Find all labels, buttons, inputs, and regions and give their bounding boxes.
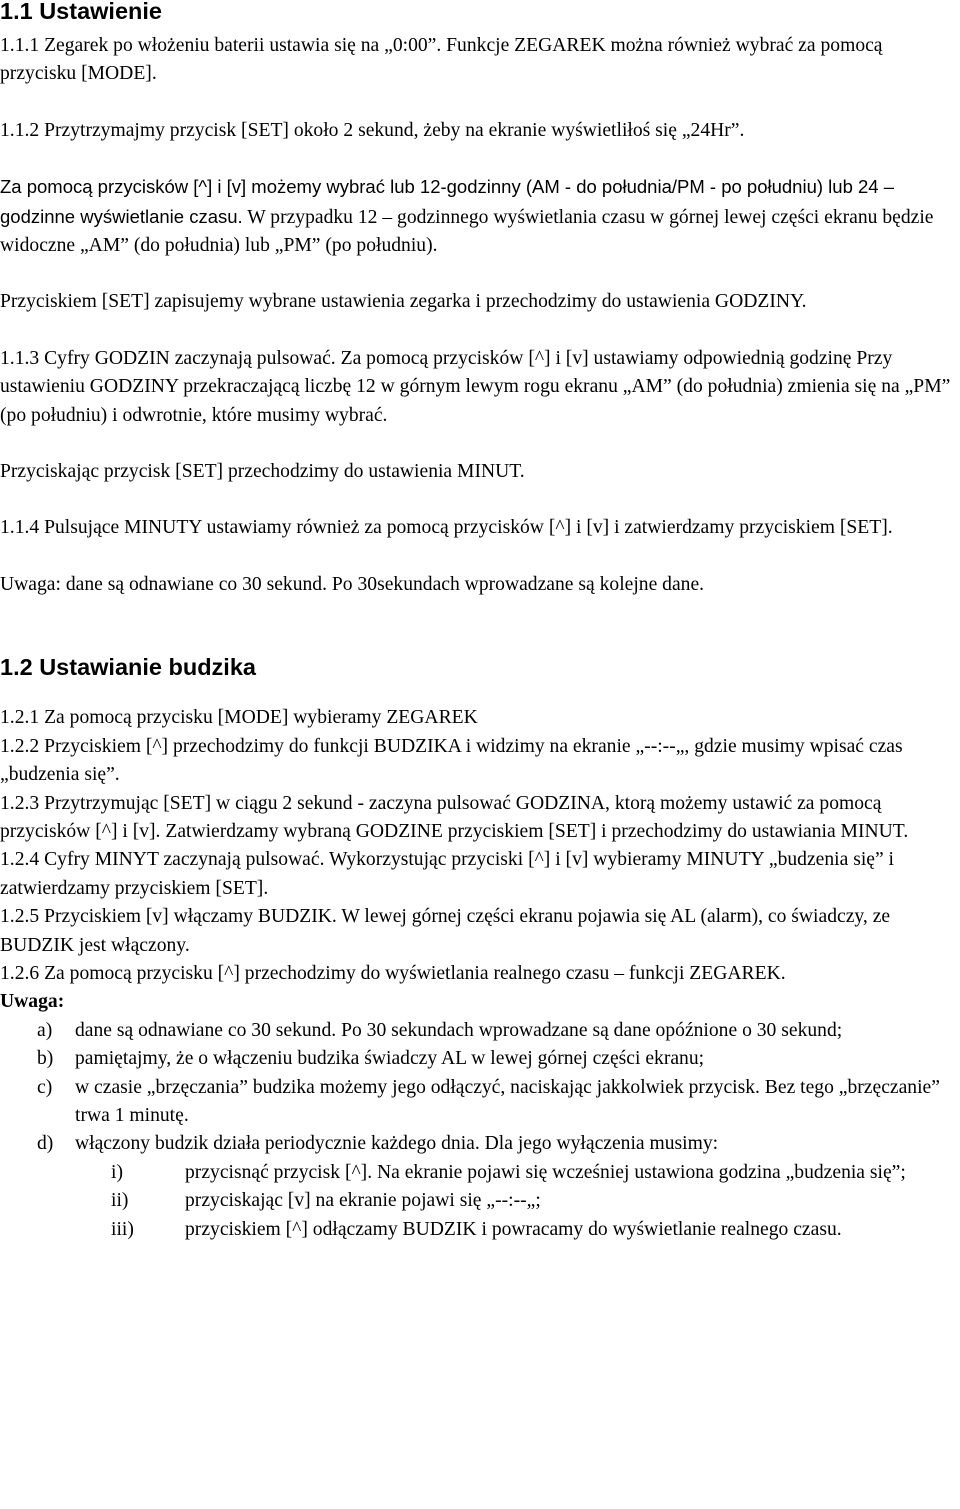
list-marker: ii)	[111, 1190, 129, 1212]
list-item	[0, 1074, 960, 1131]
step-1-2-6: 1.2.6 Za pomocą przycisku [^] przechodzimy do wyświetlania realnego czasu – funkcji ZEGAREK.	[0, 962, 786, 984]
list-marker: d)	[37, 1133, 54, 1155]
list-item-text: w czasie „brzęczania” budzika możemy jego odłączyć, naciskając jakkolwiek przycisk. Bez tego „brzęczanie” trwa 1 minutę.	[75, 1076, 940, 1126]
list-item-text: przycisnąć przycisk [^]. Na ekranie pojawi się wcześniej ustawiona godzina „budzenia się”;	[185, 1161, 906, 1183]
paragraph-1-1-1: 1.1.1 Zegarek po włożeniu baterii ustawia się na „0:00”. Funkcje ZEGAREK można również wybrać za pomocą przycisku [MODE].	[0, 35, 883, 85]
sub-note-list	[0, 1159, 960, 1244]
list-item	[0, 1159, 960, 1187]
list-item-text: przyciskiem [^] odłączamy BUDZIK i powracamy do wyświetlanie realnego czasu.	[185, 1218, 842, 1240]
list-marker: iii)	[111, 1218, 134, 1240]
list-marker: b)	[37, 1048, 54, 1070]
step-1-2-2: 1.2.2 Przyciskiem [^] przechodzimy do funkcji BUDZIKA i widzimy na ekranie „--:--„, gdzie musimy wpisać czas „budzenia się”.	[0, 735, 903, 786]
list-item-text: przyciskając [v] na ekranie pojawi się „--:--„;	[185, 1190, 541, 1212]
list-marker: c)	[37, 1076, 53, 1098]
step-1-2-1: 1.2.1 Za pomocą przycisku [MODE] wybieramy ZEGAREK	[0, 707, 478, 729]
list-marker: a)	[37, 1019, 53, 1041]
step-1-2-3: 1.2.3 Przytrzymując [SET] w ciągu 2 sekund - zaczyna pulsować GODZINA, ktorą możemy ustawić za pomocą przycisków [^] i [v]. Zatwierdzamy wybraną GODZINE przyciskiem [SET] i przechodzimy do ustawiania MINUT.	[0, 792, 909, 842]
step-1-2-5: 1.2.5 Przyciskiem [v] włączamy BUDZIK. W lewej górnej części ekranu pojawia się AL (alarm), co świadczy, ze BUDZIK jest włączony.	[0, 906, 891, 956]
paragraph-note-refresh: Uwaga: dane są odnawiane co 30 sekund. Po 30sekundach wprowadzane są kolejne dane.	[0, 573, 705, 595]
paragraph-set-minutes: Przyciskając przycisk [SET] przechodzimy do ustawienia MINUT.	[0, 461, 525, 483]
paragraph-set-save: Przyciskiem [SET] zapisujemy wybrane ustawienia zegarka i przechodzimy do ustawienia GODZINY.	[0, 291, 807, 313]
paragraph-hour-format-sans: Za pomocą przycisków [^] i [v] możemy wybrać lub 12-godzinny (AM - do południa/PM - po południu) lub 24 – godzinne wyświetlanie czasu.	[0, 176, 894, 227]
list-item	[0, 1130, 960, 1158]
paragraph-1-1-4: 1.1.4 Pulsujące MINUTY ustawiamy również za pomocą przycisków [^] i [v] i zatwierdzamy przyciskiem [SET].	[0, 517, 893, 539]
section-heading-ustawienie: 1.1 Ustawienie	[0, 0, 162, 24]
paragraph-hour-format-serif: W przypadku 12 – godzinnego wyświetlania czasu w górnej lewej części ekranu będzie widoczne „AM” (do południa) lub „PM” (po południu).	[0, 206, 934, 257]
section-heading-ustawianie-budzika: 1.2 Ustawianie budzika	[0, 654, 256, 681]
list-item-text: pamiętajmy, że o włączeniu budzika świadczy AL w lewej górnej części ekranu;	[75, 1048, 705, 1070]
alarm-steps	[0, 704, 960, 988]
paragraph-hour-format	[0, 173, 960, 260]
list-item-text: włączony budzik działa periodycznie każdego dnia. Dla jego wyłączenia musimy:	[75, 1133, 719, 1155]
paragraph-1-1-3: 1.1.3 Cyfry GODZIN zaczynają pulsować. Za pomocą przycisków [^] i [v] ustawiamy odpowiednią godzinę Przy ustawieniu GODZINY przekraczającą liczbę 12 w górnym lewym rogu ekranu „AM” (do południa) zmienia się na „PM” (po południu) i odwrotnie, które musimy wybrać.	[0, 347, 951, 426]
list-item	[0, 1187, 960, 1215]
list-item	[0, 1045, 960, 1073]
list-marker: i)	[111, 1161, 123, 1183]
paragraph-1-1-2: 1.1.2 Przytrzymajmy przycisk [SET] około 2 sekund, żeby na ekranie wyświetliłoś się „24Hr”.	[0, 119, 745, 141]
list-item	[0, 1017, 960, 1045]
note-label: Uwaga:	[0, 991, 65, 1013]
list-item	[0, 1216, 960, 1244]
step-1-2-4: 1.2.4 Cyfry MINYT zaczynają pulsować. Wykorzystując przyciski [^] i [v] wybieramy MINUTY „budzenia się” i zatwierdzamy przyciskiem [SET].	[0, 849, 894, 899]
note-list	[0, 1017, 960, 1159]
list-item-text: dane są odnawiane co 30 sekund. Po 30 sekundach wprowadzane są dane opóźnione o 30 sekund;	[75, 1019, 843, 1041]
